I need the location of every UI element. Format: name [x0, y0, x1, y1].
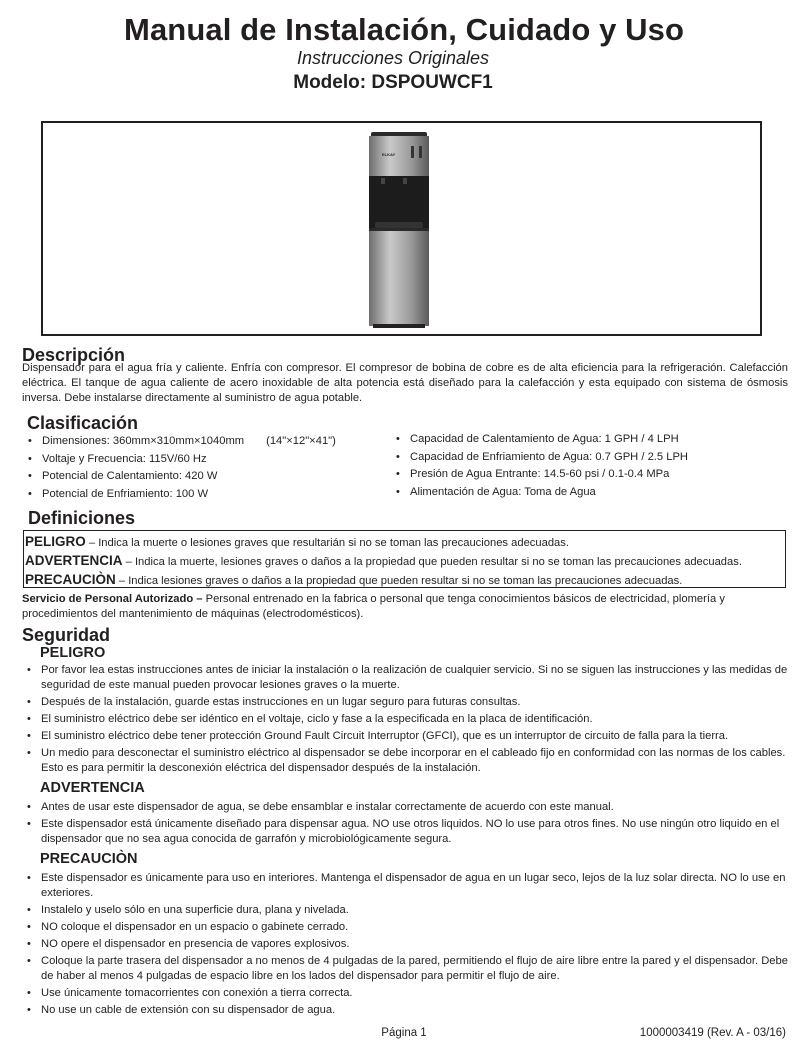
list-item: • Coloque la parte trasera del dispensador a no menos de 4 pulgadas de la pared, permitiendo el flujo de aire libre entre la pared y el dispensador. Debe de haber al menos 4 pulgadas de espacio libre en los lados del dispensador para permitir el flujo de aire. — [27, 954, 789, 984]
subsection-title-advertencia: ADVERTENCIA — [40, 780, 145, 796]
definition-precaucion: PRECAUCIÒN – Indica lesiones graves o daños a la propiedad que pueden resultar si no se toman las precauciones adecuadas. — [25, 572, 683, 587]
model-number: Modelo: DSPOUWCF1 — [293, 72, 493, 93]
spec-item: • Capacidad de Enfriamiento de Agua: 0.7 GPH / 2.5 LPH — [396, 450, 786, 468]
list-item: • Use únicamente tomacorrientes con conexión a tierra correcta. — [27, 986, 789, 1001]
section-title-definiciones: Definiciones — [28, 508, 136, 528]
list-item: • Este dispensador es únicamente para uso en interiores. Mantenga el dispensador de agua en un lugar seco, lejos de la luz solar directa. NO lo use en exteriores. — [27, 871, 789, 901]
list-item: • No use un cable de extensión con su dispensador de agua. — [27, 1003, 789, 1018]
spec-item: • Alimentación de Agua: Toma de Agua — [396, 485, 786, 503]
spec-item: • Capacidad de Calentamiento de Agua: 1 GPH / 4 LPH — [396, 432, 786, 450]
list-item: • El suministro eléctrico debe tener protección Ground Fault Circuit Interruptor (GFCI), que es un interruptor de circuito de falla para la tierra. — [27, 729, 789, 744]
list-item: • NO coloque el dispensador en un espacio o gabinete cerrado. — [27, 920, 789, 935]
list-item: • Este dispensador está únicamente diseñado para dispensar agua. NO use otros liquidos. NO lo use para otros fines. No use ningún otro liquido en el dispensador que no sea agua conocida de garrafón y microbiológicamente segura. — [27, 817, 789, 847]
section-title-seguridad: Seguridad — [22, 625, 111, 645]
precaucion-list — [27, 871, 789, 1020]
description-text: Dispensador para el agua fría y caliente. Enfría con compresor. El compresor de bobina de cobre es de alta eficiencia para la refrigeración. Calefacción eléctrica. El tanque de agua caliente de acero inoxidable de alta potencia está diseñado para la calefacción y esta equipado con sistema de ósmosis inversa. Debe instalarse directamente al suministro de agua potable. — [22, 362, 788, 404]
list-item: • Por favor lea estas instrucciones antes de iniciar la instalación o la realización de cualquier servicio. Si no se siguen las instrucciones y las medidas de seguridad de este manual pueden provocar lesiones graves o la muerte. — [27, 663, 789, 693]
spec-item: • Presión de Agua Entrante: 14.5-60 psi / 0.1-0.4 MPa — [396, 467, 786, 485]
water-dispenser-image — [355, 126, 445, 332]
spec-item: • Voltaje y Frecuencia: 115V/60 Hz — [28, 452, 388, 470]
list-item: • Después de la instalación, guarde estas instrucciones en un lugar seguro para futuras consultas. — [27, 695, 789, 710]
list-item: • NO opere el dispensador en presencia de vapores explosivos. — [27, 937, 789, 952]
subsection-title-precaucion: PRECAUCIÒN — [40, 851, 138, 867]
section-title-clasificacion: Clasificación — [27, 413, 139, 433]
list-item: • El suministro eléctrico debe ser idéntico en el voltaje, ciclo y fase a la especificada en la placa de identificación. — [27, 712, 789, 727]
list-item: • Un medio para desconectar el suministro eléctrico al dispensador se debe incorporar en el cableado fijo en conformidad con las normas de los cables. Esto es para permitir la desconexión eléctrica del dispensador después de la instalación. — [27, 746, 789, 776]
section-title-descripcion: Descripción — [22, 345, 126, 365]
page-number: Página 1 — [381, 1027, 427, 1039]
spec-list-right — [396, 432, 786, 502]
list-item: • Instalelo y uselo sólo en una superficie dura, plana y nivelada. — [27, 903, 789, 918]
definition-advertencia: ADVERTENCIA – Indica la muerte, lesiones graves o daños a la propiedad que pueden resultar si no se toman las precauciones adecuadas. — [25, 553, 742, 568]
advertencia-list — [27, 800, 789, 849]
brand-logo: ELKAY — [382, 152, 396, 157]
document-subtitle: Instrucciones Originales — [296, 48, 490, 68]
subsection-title-peligro: PELIGRO — [40, 645, 106, 661]
spec-item: • Dimensiones: 360mm×310mm×1040mm (14"×12"×41") — [28, 434, 388, 452]
spec-item: • Potencial de Calentamiento: 420 W — [28, 469, 388, 487]
definitions-box — [23, 530, 786, 588]
service-definition: Servicio de Personal Autorizado – Personal entrenado en la fabrica o personal que tenga conocimientos básicos de electricidad, plomería y procedimientos del mantenimiento de máquinas (electrodomésticos). — [22, 593, 725, 620]
peligro-list — [27, 663, 789, 778]
spec-item: • Potencial de Enfriamiento: 100 W — [28, 487, 388, 505]
spec-list-left — [28, 434, 388, 504]
dimension-inches: (14"×12"×41") — [266, 435, 336, 447]
document-code: 1000003419 (Rev. A - 03/16) — [639, 1027, 786, 1039]
document-title: Manual de Instalación, Cuidado y Uso — [124, 12, 684, 47]
definition-peligro: PELIGRO – Indica la muerte o lesiones graves que resultarián si no se toman las precauciones adecuadas. — [25, 534, 569, 549]
list-item: • Antes de usar este dispensador de agua, se debe ensamblar e instalar correctamente de acuerdo con este manual. — [27, 800, 789, 815]
